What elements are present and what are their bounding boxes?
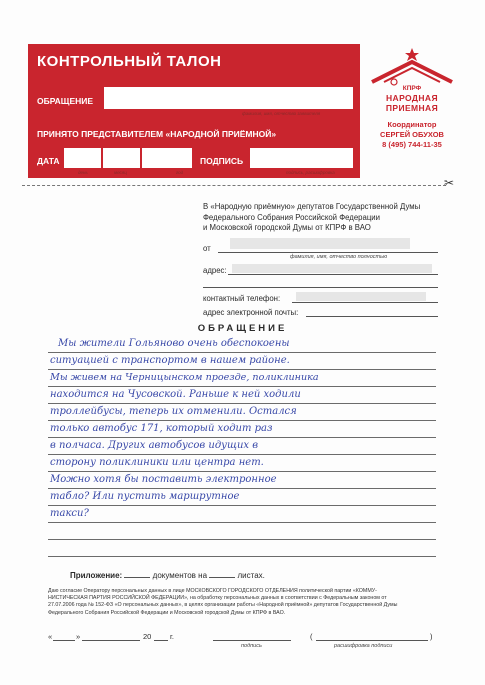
signature-label: ПОДПИСЬ: [200, 156, 244, 166]
attachment-count-field[interactable]: [124, 577, 150, 578]
signature-field[interactable]: [250, 148, 353, 168]
attachment-row: [70, 571, 265, 580]
phone-field[interactable]: [292, 302, 438, 303]
addressee-line-3: и Московской городской Думы от КПРФ в ВАО: [203, 223, 371, 232]
consent-line: Даю согласие Оператору персональных данных в лице МОСКОВСКОГО ГОРОДСКОГО ОТДЕЛЕНИЯ политической партии «КОММУ-: [48, 588, 377, 594]
sign-year-field[interactable]: [154, 640, 168, 641]
ruled-line: [48, 522, 436, 523]
day-field[interactable]: [64, 148, 101, 168]
year-prefix: 20: [143, 632, 152, 641]
ruled-line: [48, 403, 436, 404]
appeal-title: ОБРАЩЕНИЕ: [197, 323, 288, 334]
control-talon: [28, 44, 360, 178]
applicant-name-hint: фамилия, имя, отчество заявителя: [242, 111, 321, 116]
date-close-quote: »: [76, 632, 81, 641]
redacted-address: [232, 264, 432, 273]
addressee-line-2: Федерального Собрания Российской Федерации: [203, 212, 381, 222]
address-line-2[interactable]: [203, 287, 438, 288]
scissors-icon: ✂: [444, 176, 455, 190]
handwritten-line: табло? Или пустить маршрутное: [50, 491, 240, 502]
attachment-sheets-field[interactable]: [209, 577, 235, 578]
handwritten-line: сторону поликлиники или центра нет.: [50, 457, 264, 468]
ruled-line: [48, 369, 436, 370]
accepted-by-label: ПРИНЯТО ПРЕДСТАВИТЕЛЕМ «НАРОДНОЙ ПРИЁМНОЙ»: [37, 129, 277, 139]
decode-hint: расшифровка подписи: [334, 643, 393, 649]
logo-line-2: ПРИЕМНАЯ: [385, 103, 439, 113]
ruled-line: [48, 488, 436, 489]
attachment-docs-text: документов на: [152, 571, 208, 580]
address-field[interactable]: [228, 274, 438, 275]
year-hint: год: [176, 170, 184, 175]
addressee-line-1: В «Народную приёмную» депутатов Государственной Думы: [203, 202, 421, 211]
date-label: ДАТА: [37, 156, 60, 166]
handwritten-line: в полчаса. Других автобусов идущих в: [50, 440, 259, 451]
year-field[interactable]: [142, 148, 192, 168]
ruled-line: [48, 386, 436, 387]
date-open-quote: «: [48, 632, 53, 641]
applicant-name-field[interactable]: [104, 87, 353, 109]
ruled-line: [48, 556, 436, 557]
handwritten-line: Мы живем на Черницынском проезде, поликлиника: [50, 372, 319, 383]
ruled-line: [48, 352, 436, 353]
ruled-line: [48, 539, 436, 540]
appeal-label: ОБРАЩЕНИЕ: [37, 96, 94, 106]
from-hint: фамилия, имя, отчество полностью: [290, 254, 388, 260]
coordinator-block: [362, 120, 462, 150]
cut-line: [22, 185, 446, 186]
narodnaya-priemnaya-logo: [362, 42, 462, 154]
sign-day-field[interactable]: [53, 640, 75, 641]
email-label: адрес электронной почты:: [203, 308, 299, 317]
month-hint: месяц: [114, 170, 127, 175]
redacted-name: [230, 238, 410, 249]
handwritten-line: Можно хотя бы поставить электронное: [50, 474, 277, 485]
sign-hint: подпись: [241, 643, 262, 649]
month-field[interactable]: [103, 148, 140, 168]
from-field[interactable]: [218, 252, 438, 253]
consent-line: 27.07.2006 года № 152-ФЗ «О персональных данных», в целях организации работы «Народной приёмной» депутатов Государственной Думы: [48, 602, 398, 609]
signature-hint: подпись, расшифровка: [286, 170, 335, 175]
handwritten-line: только автобус 171, который ходит раз: [50, 423, 273, 434]
ruled-line: [48, 471, 436, 472]
handwritten-line: троллейбусы, теперь их отменили. Осталcя: [50, 406, 297, 417]
coordinator-phone: 8 (495) 744-11-35: [382, 140, 442, 149]
consent-line: Федерального Собрания Российской Федерации и Московской городской Думы от КПРФ в ВАО.: [48, 609, 286, 616]
year-suffix: г.: [170, 632, 174, 641]
handwritten-line: Мы жители Гольяново очень обеспокоены: [58, 338, 290, 349]
address-label: адрес:: [203, 266, 227, 275]
party-name: КПРФ: [402, 85, 422, 92]
sign-month-field[interactable]: [82, 640, 140, 641]
consent-text: [48, 588, 440, 617]
ruled-line: [48, 420, 436, 421]
handwritten-line: такси?: [50, 508, 89, 519]
coordinator-title: Координатор: [387, 120, 437, 129]
coordinator-name: СЕРГЕЙ ОБУХОВ: [380, 130, 444, 139]
attachment-label: Приложение:: [70, 571, 123, 580]
consent-line: НИСТИЧЕСКАЯ ПАРТИЯ РОССИЙСКОЙ ФЕДЕРАЦИИ», на обработку персональных данных в соответствии с Федеральным законом от: [48, 595, 387, 602]
ruled-line: [48, 454, 436, 455]
addressee-block: [203, 202, 463, 234]
ruled-line: [48, 505, 436, 506]
day-hint: день: [78, 170, 88, 175]
redacted-phone: [296, 292, 426, 301]
attachment-sheets-text: листах.: [237, 571, 265, 580]
email-field[interactable]: [306, 316, 438, 317]
logo-line-1: НАРОДНАЯ: [386, 93, 438, 103]
handwritten-line: ситуацией с транспортом в нашем районе.: [50, 355, 290, 366]
from-label: от: [203, 244, 211, 253]
house-hammer-sickle-icon: [362, 42, 462, 86]
sign-field[interactable]: [213, 640, 291, 641]
appeal-form-page: КОНТРОЛЬНЫЙ ТАЛОН ОБРАЩЕНИЕ фамилия, имя, отчество заявителя ПРИНЯТО ПРЕДСТАВИТЕЛЕМ «НАРОДНОЙ ПРИЁМНОЙ» ДАТА день месяц год ПОДПИСЬ подпись, расшифровка КПРФ НАРОДНАЯ ПРИЕМНАЯ Координатор СЕРГЕЙ ОБУХОВ 8 (495) 744-11-35 ✂ В «Народную приёмную» депутатов Государственной Думы Федерального Собрания Российской Федерации и Московской городской Думы от КПРФ в ВАО от фамилия, имя, отчество полностью адрес: контактный телефон: адрес электронной почты: ОБРАЩЕНИЕ Мы жители Гольяново очень обеспокоены ситуацией с транспортом в нашем районе. Мы живем на Черницынском проезде, поликлиника находится на Чусовской. Раньше к ней ходили троллейбусы, теперь их отменили. Осталcя только автобус 171, который ходит раз в полчаса. Других автобусов идущих в сторону поликлиники или центра нет. Можно хотя бы поставить электронное табло? Или пустить маршрутное такси? Приложение: документов на листах. Даю согласие Оператору персональных данных в лице МОСКОВСКОГО ГОРОДСКОГО ОТДЕЛЕНИЯ политической партии «КОММУ- НИСТИЧЕСКАЯ ПАРТИЯ РОССИЙСКОЙ ФЕДЕРАЦИИ», на обработку персональных данных в соответствии с Федеральным законом от 27.07.2006 года № 152-ФЗ «О персональных данных», в целях организации работы «Народной приёмной» депутатов Государственной Думы Федерального Собрания Российской Федерации и Московской городской Думы от КПРФ в ВАО. « » 20 г. подпись ( ) расшифровка подписи: [0, 0, 485, 685]
ruled-line: [48, 437, 436, 438]
handwritten-line: находится на Чусовской. Раньше к ней ходили: [50, 389, 301, 400]
sign-decode-field[interactable]: [316, 640, 428, 641]
phone-label: контактный телефон:: [203, 294, 281, 303]
talon-title: КОНТРОЛЬНЫЙ ТАЛОН: [37, 53, 222, 70]
